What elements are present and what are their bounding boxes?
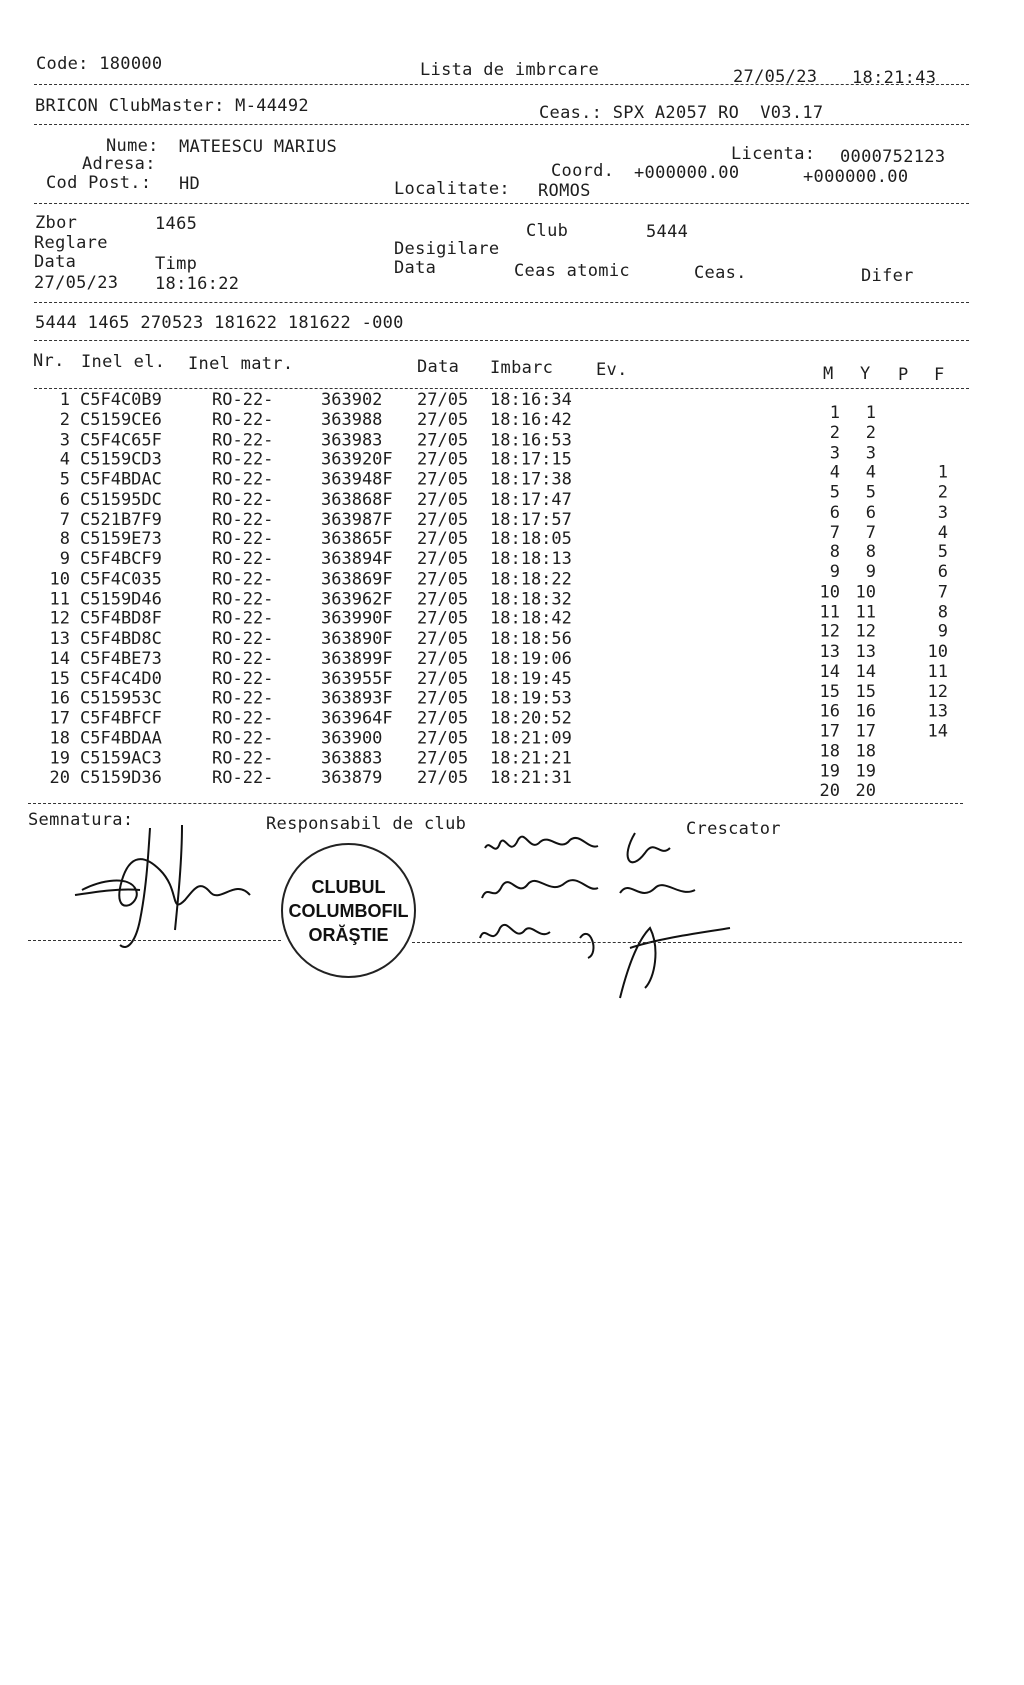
- cell-ring-prefix: RO-22-: [212, 748, 274, 769]
- difer-label: Difer: [861, 266, 914, 286]
- cell-date: 27/05: [417, 608, 469, 629]
- cell-ring-prefix: RO-22-: [212, 429, 274, 450]
- cell-nr: 14: [49, 648, 70, 669]
- cell-date: 27/05: [417, 728, 469, 749]
- cell-nr: 10: [49, 569, 70, 590]
- cell-inel-el: C5F4C65F: [80, 429, 162, 450]
- coord-y: +000000.00: [803, 167, 909, 187]
- cell-date: 27/05: [417, 628, 469, 649]
- cell-y: 10: [855, 582, 876, 603]
- cell-inel-el: C5159E73: [80, 529, 162, 550]
- divider: [34, 340, 969, 341]
- cell-nr: 18: [49, 728, 70, 749]
- cell-inel-el: C51595DC: [80, 489, 162, 510]
- cell-inel-el: C5159D46: [80, 589, 162, 609]
- print-date: 27/05/23: [733, 67, 818, 87]
- cell-m: 5: [829, 482, 840, 503]
- cell-time: 18:19:53: [490, 688, 572, 709]
- cell-nr: 3: [59, 429, 70, 450]
- cell-nr: 15: [49, 668, 70, 689]
- cell-y: 12: [855, 621, 876, 642]
- cell-time: 18:18:22: [490, 569, 572, 590]
- cell-time: 18:17:15: [490, 449, 572, 470]
- cell-y: 9: [865, 562, 876, 583]
- cell-ring-number: 363962F: [321, 589, 393, 609]
- cell-ring-number: 363894F: [321, 549, 393, 570]
- timp-label: Timp: [155, 254, 198, 274]
- cell-date: 27/05: [417, 409, 469, 430]
- cell-m: 9: [829, 562, 840, 583]
- cell-m: 15: [819, 681, 840, 702]
- cell-ring-number: 363900: [321, 728, 383, 749]
- zbor-label: Zbor: [35, 213, 78, 233]
- cell-time: 18:19:45: [490, 668, 572, 689]
- cell-y: 7: [865, 522, 876, 543]
- cell-y: 11: [855, 602, 876, 622]
- cell-time: 18:19:06: [490, 648, 572, 669]
- cell-inel-el: C5F4C0B9: [80, 390, 162, 410]
- cell-inel-el: C5F4C4D0: [80, 668, 162, 689]
- name-label: Nume:: [106, 136, 159, 156]
- cell-f: 9: [937, 621, 948, 642]
- signature-line: [412, 942, 962, 943]
- cell-inel-el: C521B7F9: [80, 509, 162, 530]
- cell-ring-number: 363988: [321, 409, 383, 430]
- cell-date: 27/05: [417, 509, 469, 530]
- data-label: Data: [34, 252, 77, 272]
- cell-ring-prefix: RO-22-: [212, 648, 274, 669]
- col-y: Y: [860, 364, 871, 384]
- stamp-line-2: COLUMBOFIL: [288, 900, 409, 921]
- cell-date: 27/05: [417, 708, 469, 729]
- club-stamp: [281, 843, 416, 978]
- cell-y: 16: [855, 701, 876, 722]
- cell-ring-prefix: RO-22-: [212, 628, 274, 649]
- col-m: M: [823, 364, 834, 384]
- cell-inel-el: C5159D36: [80, 768, 162, 789]
- cell-f: 4: [937, 522, 948, 543]
- stamp-line-1: CLUBUL: [311, 876, 386, 897]
- cell-f: 5: [937, 542, 948, 563]
- cell-ring-number: 363987F: [321, 509, 393, 530]
- reglare-date: 27/05/23: [34, 273, 119, 293]
- cell-nr: 20: [49, 768, 70, 789]
- cell-nr: 1: [59, 390, 70, 410]
- cell-nr: 4: [59, 449, 70, 470]
- cell-ring-prefix: RO-22-: [212, 449, 274, 470]
- cell-ring-prefix: RO-22-: [212, 469, 274, 490]
- cell-ring-number: 363893F: [321, 688, 393, 709]
- club-value: 5444: [646, 222, 689, 242]
- postcode-label: Cod Post.:: [46, 173, 152, 193]
- cell-m: 1: [829, 403, 840, 423]
- cell-f: 6: [937, 562, 948, 583]
- cell-date: 27/05: [417, 549, 469, 570]
- cell-ring-number: 363899F: [321, 648, 393, 669]
- cell-time: 18:18:56: [490, 628, 572, 649]
- cell-y: 8: [865, 542, 876, 563]
- col-nr: Nr.: [33, 351, 65, 371]
- cell-ring-prefix: RO-22-: [212, 569, 274, 590]
- cell-date: 27/05: [417, 489, 469, 510]
- coord-x: +000000.00: [634, 163, 740, 183]
- cell-f: 13: [927, 701, 948, 722]
- cell-date: 27/05: [417, 449, 469, 470]
- cell-y: 1: [865, 403, 876, 423]
- cell-f: 14: [927, 721, 948, 742]
- cell-date: 27/05: [417, 429, 469, 450]
- cell-time: 18:17:38: [490, 469, 572, 490]
- cell-time: 18:18:42: [490, 608, 572, 629]
- cell-y: 4: [865, 462, 876, 483]
- cell-m: 20: [819, 781, 840, 802]
- address-label: Adresa:: [82, 154, 156, 174]
- cell-m: 4: [829, 462, 840, 483]
- cell-m: 13: [819, 641, 840, 662]
- cell-y: 13: [855, 641, 876, 662]
- cell-ring-prefix: RO-22-: [212, 589, 274, 609]
- cell-nr: 5: [59, 469, 70, 490]
- cell-f: 8: [937, 602, 948, 622]
- cell-f: 12: [927, 681, 948, 702]
- cell-ring-prefix: RO-22-: [212, 728, 274, 749]
- cell-ring-prefix: RO-22-: [212, 608, 274, 629]
- cell-m: 14: [819, 661, 840, 682]
- cell-date: 27/05: [417, 688, 469, 709]
- cell-date: 27/05: [417, 668, 469, 689]
- cell-m: 19: [819, 761, 840, 782]
- licence-number: 0000752123: [840, 147, 946, 167]
- data2-label: Data: [394, 258, 437, 278]
- cell-m: 11: [819, 602, 840, 622]
- cell-y: 2: [865, 422, 876, 443]
- postcode: HD: [179, 174, 201, 194]
- cell-ring-prefix: RO-22-: [212, 768, 274, 789]
- divider: [34, 84, 969, 85]
- licence-label: Licenta:: [731, 144, 816, 164]
- cell-time: 18:16:34: [490, 390, 572, 410]
- cell-date: 27/05: [417, 648, 469, 669]
- cell-ring-prefix: RO-22-: [212, 688, 274, 709]
- cell-nr: 17: [49, 708, 70, 729]
- cell-nr: 6: [59, 489, 70, 510]
- cell-time: 18:20:52: [490, 708, 572, 729]
- cell-m: 6: [829, 502, 840, 523]
- club-label: Club: [526, 221, 569, 241]
- cell-f: 10: [927, 641, 948, 662]
- responsible-label: Responsabil de club: [266, 814, 467, 834]
- cell-inel-el: C5159CD3: [80, 449, 162, 470]
- code-label: Code: 180000: [36, 54, 163, 74]
- cell-time: 18:21:09: [490, 728, 572, 749]
- cell-y: 17: [855, 721, 876, 742]
- document-title: Lista de imbrcare: [420, 60, 600, 80]
- divider: [34, 302, 969, 303]
- cell-y: 19: [855, 761, 876, 782]
- cell-inel-el: C5159CE6: [80, 409, 162, 430]
- cell-inel-el: C5F4BFCF: [80, 708, 162, 729]
- cell-inel-el: C5F4BE73: [80, 648, 162, 669]
- cell-y: 3: [865, 442, 876, 463]
- cell-nr: 12: [49, 608, 70, 629]
- cell-ring-prefix: RO-22-: [212, 409, 274, 430]
- col-inel-el: Inel el.: [81, 352, 166, 372]
- coord-label: Coord.: [551, 161, 615, 181]
- cell-y: 18: [855, 741, 876, 762]
- cell-time: 18:16:53: [490, 429, 572, 450]
- cell-m: 16: [819, 701, 840, 722]
- col-p: P: [898, 365, 909, 385]
- cell-ring-number: 363868F: [321, 489, 393, 510]
- reglare-time: 18:16:22: [155, 274, 240, 294]
- owner-name: MATEESCU MARIUS: [179, 137, 338, 157]
- cell-f: 11: [927, 661, 948, 682]
- cell-ring-number: 363883: [321, 748, 383, 769]
- cell-m: 17: [819, 721, 840, 742]
- cell-inel-el: C5F4BDAC: [80, 469, 162, 490]
- cell-ring-number: 363948F: [321, 469, 393, 490]
- cell-y: 15: [855, 681, 876, 702]
- cell-date: 27/05: [417, 748, 469, 769]
- divider: [34, 203, 969, 204]
- print-time: 18:21:43: [852, 68, 937, 88]
- col-f: F: [934, 365, 945, 385]
- cell-nr: 8: [59, 529, 70, 550]
- cell-time: 18:16:42: [490, 409, 572, 430]
- divider: [34, 388, 969, 389]
- col-imbarc: Imbarc: [490, 358, 554, 378]
- desigilare-label: Desigilare: [394, 239, 500, 259]
- cell-date: 27/05: [417, 469, 469, 490]
- cell-inel-el: C5F4BDAA: [80, 728, 162, 749]
- cell-ring-prefix: RO-22-: [212, 390, 274, 410]
- cell-time: 18:18:32: [490, 589, 572, 609]
- reglare-label: Reglare: [34, 233, 108, 253]
- cell-ring-number: 363879: [321, 768, 383, 789]
- col-data: Data: [417, 357, 460, 377]
- cell-inel-el: C5F4C035: [80, 569, 162, 590]
- cell-f: 2: [937, 482, 948, 503]
- cell-ring-number: 363902: [321, 390, 383, 410]
- cell-time: 18:18:05: [490, 529, 572, 550]
- cell-y: 20: [855, 781, 876, 802]
- cell-nr: 16: [49, 688, 70, 709]
- cell-inel-el: C5F4BCF9: [80, 549, 162, 570]
- cell-f: 7: [937, 582, 948, 603]
- zbor-value: 1465: [155, 214, 198, 234]
- cell-m: 12: [819, 621, 840, 642]
- locality: ROMOS: [538, 181, 591, 201]
- cell-ring-number: 363964F: [321, 708, 393, 729]
- cell-date: 27/05: [417, 529, 469, 550]
- cell-ring-number: 363869F: [321, 569, 393, 590]
- cell-inel-el: C515953C: [80, 688, 162, 709]
- cell-ring-number: 363955F: [321, 668, 393, 689]
- cell-time: 18:21:21: [490, 748, 572, 769]
- club-master-id: BRICON ClubMaster: M-44492: [35, 96, 309, 116]
- handwritten-signature-responsible: [70, 820, 260, 960]
- clock-info: Ceas.: SPX A2057 RO V03.17: [539, 103, 824, 123]
- cell-date: 27/05: [417, 768, 469, 789]
- divider: [28, 803, 963, 804]
- cell-inel-el: C5159AC3: [80, 748, 162, 769]
- cell-m: 8: [829, 542, 840, 563]
- cell-y: 14: [855, 661, 876, 682]
- cell-f: 1: [937, 462, 948, 483]
- cell-ring-number: 363920F: [321, 449, 393, 470]
- signatures-label: Semnatura:: [28, 810, 134, 830]
- stamp-line-3: ORĂŞTIE: [308, 924, 389, 945]
- cell-nr: 7: [59, 509, 70, 530]
- cell-time: 18:17:57: [490, 509, 572, 530]
- cell-ring-prefix: RO-22-: [212, 529, 274, 550]
- cell-date: 27/05: [417, 390, 469, 410]
- cell-inel-el: C5F4BD8F: [80, 608, 162, 629]
- cell-date: 27/05: [417, 589, 469, 609]
- ceas-label: Ceas.: [694, 263, 747, 283]
- cell-m: 18: [819, 741, 840, 762]
- cell-m: 7: [829, 522, 840, 543]
- table-row: [0, 768, 1000, 802]
- cell-ring-prefix: RO-22-: [212, 509, 274, 530]
- cell-time: 18:17:47: [490, 489, 572, 510]
- cell-nr: 2: [59, 409, 70, 430]
- summary-line: 5444 1465 270523 181622 181622 -000: [35, 313, 404, 333]
- cell-y: 6: [865, 502, 876, 523]
- cell-ring-number: 363983: [321, 429, 383, 450]
- ceas-atomic-label: Ceas atomic: [514, 261, 630, 281]
- cell-nr: 13: [49, 628, 70, 649]
- cell-ring-prefix: RO-22-: [212, 708, 274, 729]
- col-ev: Ev.: [596, 360, 628, 380]
- cell-m: 10: [819, 582, 840, 603]
- cell-nr: 19: [49, 748, 70, 769]
- cell-m: 3: [829, 442, 840, 463]
- breeder-label: Crescator: [686, 819, 781, 839]
- cell-ring-number: 363865F: [321, 529, 393, 550]
- cell-m: 2: [829, 422, 840, 443]
- col-inel-matr: Inel matr.: [188, 354, 294, 374]
- cell-ring-number: 363890F: [321, 628, 393, 649]
- cell-nr: 9: [59, 549, 70, 570]
- cell-inel-el: C5F4BD8C: [80, 628, 162, 649]
- cell-f: 3: [937, 502, 948, 523]
- handwritten-signatures-breeders: [470, 828, 750, 1008]
- cell-time: 18:21:31: [490, 768, 572, 789]
- divider: [34, 124, 969, 125]
- cell-ring-prefix: RO-22-: [212, 549, 274, 570]
- cell-ring-prefix: RO-22-: [212, 489, 274, 510]
- cell-ring-number: 363990F: [321, 608, 393, 629]
- cell-date: 27/05: [417, 569, 469, 590]
- cell-nr: 11: [49, 589, 70, 609]
- signature-line: [28, 940, 281, 941]
- cell-ring-prefix: RO-22-: [212, 668, 274, 689]
- locality-label: Localitate:: [394, 179, 510, 199]
- cell-y: 5: [865, 482, 876, 503]
- cell-time: 18:18:13: [490, 549, 572, 570]
